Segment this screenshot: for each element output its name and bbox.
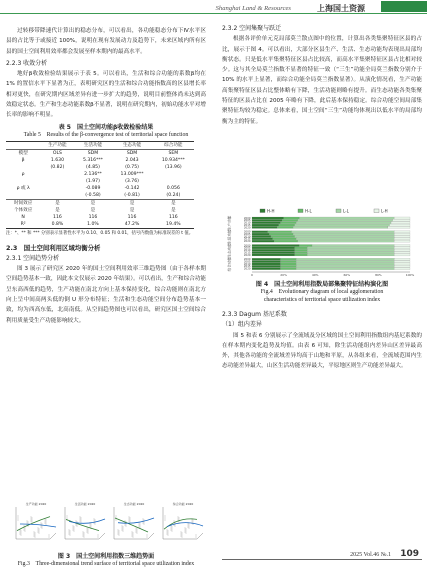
figure3-caption-en: Fig.3 Three-dimensional trend surface of territorial space utilization index [17, 561, 195, 567]
year-tick-label: 2020 [243, 253, 251, 257]
bar-segment [394, 231, 410, 233]
table-cell: 是 [90, 208, 96, 214]
figure4-caption-en-2: characteristics of territorial space utilization index [263, 296, 381, 303]
journal-title-en: Shanghai Land & Resources [215, 5, 291, 12]
bar-segment [394, 238, 410, 240]
bar-segment [394, 261, 410, 263]
table-cell: (-0.81) [124, 193, 140, 199]
bar-segment [394, 263, 410, 265]
bar-segment [394, 249, 410, 251]
table-cell: (0.82) [50, 165, 65, 171]
bar-segment [295, 224, 390, 226]
bar-segment [391, 222, 410, 224]
year-tick-label: 2020 [243, 267, 251, 271]
journal-title-cn: 上海国土资源 [317, 4, 365, 13]
trend-panel [16, 501, 56, 539]
bar-segment [394, 254, 410, 256]
table-cell [6, 192, 40, 200]
figure3-caption-cn: 图 3 国土空间利用指数三维趋势面 [57, 553, 155, 560]
bar-segment [394, 265, 410, 267]
table-row [6, 157, 194, 164]
panel-title: 生产功能 2020 [25, 502, 47, 506]
table-row [6, 185, 194, 192]
table5-group-header: 生产功能 [40, 142, 74, 150]
page-footer [0, 549, 427, 579]
x-tick-label: 60% [343, 273, 351, 278]
bar-segment [252, 217, 284, 219]
bar-segment [296, 258, 394, 260]
table-cell: 5.316*** [82, 158, 103, 164]
group-label: 生产功能 [227, 215, 232, 231]
table-cell: (-0.58) [85, 193, 101, 199]
table-cell: (0.24) [166, 193, 181, 199]
table-cell: R² [6, 221, 40, 229]
table-row [6, 200, 194, 208]
table-cell: -0.089 [85, 186, 101, 192]
table-cell: 是 [75, 200, 112, 208]
legend-label: H-L [305, 208, 312, 214]
table-cell [40, 192, 74, 200]
table-cell: 19.4% [153, 221, 194, 229]
table-cell: (13.96) [164, 165, 182, 171]
year-tick-label: 2000 [243, 244, 251, 248]
table-cell: -0.142 [124, 186, 140, 192]
bar-segment [269, 233, 293, 235]
bar-segment [298, 240, 394, 242]
bar-segment [299, 245, 312, 247]
bar-segment [389, 224, 410, 226]
trend-panel [114, 501, 154, 539]
bar-segment [280, 222, 296, 224]
table-cell [6, 178, 40, 185]
bar-segment [292, 231, 395, 233]
page-header [0, 0, 427, 21]
bar-segment [252, 245, 299, 247]
year-tick-label: 2005 [243, 246, 251, 250]
panel-axes [16, 507, 56, 539]
table5-sub-header: OLS [40, 150, 74, 158]
table-cell [153, 178, 194, 185]
group-label: 生活功能 [227, 229, 232, 244]
right-column [222, 24, 422, 127]
bar-segment [394, 240, 410, 242]
table-cell: ρ [21, 172, 25, 178]
year-tick-label: 2010 [243, 249, 251, 253]
bar-segment [296, 238, 394, 240]
table-cell: 是 [129, 208, 135, 214]
bar-segment [296, 268, 394, 270]
year-tick-label: 2000 [243, 216, 251, 220]
year-tick-label: 2010 [243, 262, 251, 266]
table-cell: 1.630 [50, 158, 64, 164]
table-row [6, 221, 194, 229]
bar-segment [280, 263, 296, 265]
table-cell: 116 [53, 215, 62, 221]
table5-note: 注：*、** 和 *** 分别表示显著性水平为 0.10、0.05 和 0.01，括号内数值为标准误差的 t 值。 [6, 231, 194, 237]
bar-segment [252, 265, 280, 267]
year-tick-label: 2020 [243, 240, 251, 243]
table5-caption-cn: 表 5 国土空间功能β收敛检验结果 [58, 123, 154, 131]
bar-segment [394, 268, 410, 270]
header-tab [381, 1, 427, 12]
trend-curve-y [118, 518, 154, 523]
figure3-trend-surfaces [6, 497, 206, 547]
bar-segment [252, 268, 280, 270]
heading-2-2-3: 2.2.3 收敛分析 [6, 59, 48, 67]
paragraph-spatial-trend: 图 3 展示了研究区 2020 年的国土空间利用效率三维趋势图（由于各样本期空间趋势基本一致，因此本文仅展示 2020 年结果）。可以看出，生产和综合功能呈东高西低的趋势，生产功能在南北方向上基本保持变化，综合功能则在南北方向上呈中间高两头低的倒 U 形分布特征；生活和生态功能空间分布趋势基本一致，均为西高东低，北高南低。从空间趋势图也可以看出，研究区国土空间综合利用质量受生产功能影响较大。 [6, 266, 206, 324]
table5 [6, 141, 194, 229]
panel-title: 生态功能 2020 [123, 502, 145, 506]
trend-panel [163, 501, 203, 539]
bar-segment [252, 219, 282, 221]
legend-swatch [298, 209, 303, 213]
bar-segment [394, 245, 410, 247]
legend-label: L-H [381, 208, 388, 214]
bar-segment [293, 226, 388, 228]
bar-segment [307, 247, 394, 249]
bar-segment [295, 254, 308, 256]
table-cell [6, 164, 40, 171]
year-tick-label: 2005 [243, 232, 251, 236]
footer-rule [222, 559, 422, 560]
panel-title: 生活功能 2020 [74, 502, 96, 506]
year-tick-label: 2015 [243, 223, 251, 227]
bar-segment [394, 258, 410, 260]
year-tick-label: 2015 [243, 237, 251, 241]
table-cell: 0.8% [40, 221, 74, 229]
year-tick-label: 2015 [243, 251, 251, 255]
bar-segment [295, 252, 308, 254]
paragraph-steady-state: 过转移带降速代计算出的稳态分布，可以看出，各功能稳态分布下Ⅳ水平区县的占比等于或接近 100%，说明在现有发展动力及趋势下，未来区域内所有区县的国土空间利用效率都会发展至样本期内的最高水平。 [6, 28, 206, 55]
table-cell [153, 171, 194, 178]
heading-2-3: 2.3 国土空间利用区域均衡分析 [6, 244, 101, 253]
bar-segment [394, 217, 410, 219]
year-tick-label: 2010 [243, 221, 251, 225]
bar-segment [252, 226, 277, 228]
x-tick-label: 80% [375, 273, 382, 278]
figure4-caption-en-1: Fig.4 Evolutionary diagram of local agglomeration [260, 289, 384, 295]
bar-segment [252, 258, 280, 260]
bar-segment [252, 233, 269, 235]
bar-segment [252, 249, 295, 251]
bar-segment [252, 222, 280, 224]
table-cell: 13.009*** [120, 172, 144, 178]
table-cell: 1.0% [75, 221, 112, 229]
legend-swatch [336, 209, 341, 213]
bar-segment [280, 261, 296, 263]
x-tick-label: 0 [251, 273, 253, 278]
paragraph-agglomeration: 根据各评价单元克局部莫兰散点图中的位置，计算出各类集聚特征区县的占比，展示于图 4。可以看出，大部分区县生产、生活、生态功能均表现出局部均衡状态。只是低水平集聚特征区县占比较高，而高水平集聚特征区县占比相对较少。这与其全局莫兰指数不显著的特征一致（“三生”功能全局莫兰指数分别介于 10% 的水平上显著，而综合功能全局莫兰指数显著）。从演化情况看，生产功能高集聚特征区县占比整体略有下降，生活功能则略有提升。而生态功能各类集聚特征的区县占比在 2005 年略有下降，此后基本保持稳定。综合功能空间局部集聚特征均较为稳定。总体来看，国土空间“三生”功能均体现出以低水平的局部均衡为主的特征。 [222, 36, 422, 125]
bar-segment [296, 261, 394, 263]
bar-segment [252, 235, 271, 237]
x-tick-label: 20% [280, 273, 287, 278]
figure4-chart [222, 207, 422, 279]
bar-segment [252, 247, 295, 249]
trend-panel [65, 501, 105, 539]
legend-label: L-L [343, 208, 349, 214]
group-label: 综合功能 [227, 256, 232, 272]
bar-segment [296, 263, 394, 265]
bar-segment [271, 235, 295, 237]
table5-body [6, 157, 194, 229]
figure4-caption-cn: 图 4 国土空间利用指数局部集聚特征结构演化图 [255, 281, 389, 288]
table-cell [40, 171, 74, 178]
table-row [6, 192, 194, 200]
table-cell: 0.056 [166, 186, 180, 192]
bar-segment [295, 235, 395, 237]
year-tick-label: 2005 [243, 219, 251, 223]
bar-segment [252, 261, 280, 263]
bar-segment [299, 217, 394, 219]
table-cell: (1.97) [86, 179, 100, 185]
table-cell: 2.043 [125, 158, 139, 164]
table5-sub-header: 模型 [6, 150, 40, 158]
bar-segment [252, 254, 295, 256]
bar-segment [393, 219, 410, 221]
bar-segment [307, 249, 394, 251]
issue-label: 2025 Vol.46 №.1 [350, 552, 391, 558]
table-cell: N [21, 215, 25, 221]
x-tick-label: 100% [405, 273, 415, 278]
bar-segment [284, 217, 300, 219]
table-cell: β [21, 158, 25, 164]
table-cell: 2.136** [84, 172, 102, 178]
bar-segment [394, 235, 410, 237]
year-tick-label: 2000 [243, 258, 251, 262]
bar-segment [296, 265, 394, 267]
group-label: 生态功能 [227, 243, 232, 258]
table-cell: 时间效应 [6, 200, 40, 208]
table-cell: 116 [168, 215, 178, 221]
bar-segment [296, 222, 391, 224]
panel-title: 综合功能 2020 [172, 502, 194, 506]
bar-segment [280, 258, 296, 260]
table-row [6, 214, 194, 221]
bar-segment [252, 231, 268, 233]
paragraph-dagum: 图 5 和表 6 分别展示了全流域及分区域的国土空间利用指数组内基尼系数的在样本期内变化趋势及均值。由表 6 可知，除生活功能组内差异山区差异最高外，其他各功能的全流域差异均高于山地和平原，从各组来看，全流域范围内生态功能差异最大，山区生活功能差异最大，平原地区则生产功能差异最大。 [222, 332, 422, 370]
table-cell: 116 [127, 215, 137, 221]
bar-segment [394, 252, 410, 254]
bar-segment [252, 263, 280, 265]
bar-segment [252, 238, 273, 240]
bar-segment [252, 224, 279, 226]
bar-segment [277, 226, 293, 228]
table5-group-header: 生态功能 [111, 142, 152, 150]
left-column [6, 26, 206, 326]
table-cell: (4.85) [86, 165, 100, 171]
page-number: 109 [400, 549, 419, 559]
bar-segment [252, 252, 295, 254]
bar-segment [293, 233, 394, 235]
table-cell: 是 [55, 208, 60, 214]
bar-segment [394, 247, 410, 249]
table-cell: 是 [111, 200, 152, 208]
figure4 [222, 207, 422, 279]
heading-2-3-1: 2.3.1 空间趋势分析 [6, 254, 60, 262]
table5-sub-header: SDM [75, 150, 112, 158]
bar-segment [280, 265, 296, 267]
bar-segment [274, 240, 298, 242]
table-cell [40, 178, 74, 185]
table-cell: 47.2% [111, 221, 152, 229]
heading-2-3-3: 2.3.3 Dagum 基尼系数 [222, 311, 287, 318]
table-cell: 是 [153, 200, 194, 208]
table-cell: 116 [88, 215, 98, 221]
table-cell: (3.76) [125, 179, 139, 185]
bar-segment [307, 254, 394, 256]
table-cell: 是 [40, 200, 74, 208]
paragraph-convergence: 地好β收敛检验结果展示于表 5。可以看出，生活和综合功能的系数β均在 1% 的置信水平下显著为正，表明研究区的生活和综合功能指数高的区县增长率相对更快，在研究期内区域差异有进一步扩大的趋势，说明目前整体尚未达到高效稳定状态。生产和生态功能系数β不显著，说明在研究期内，初始功能水平对增长率的影响不明显。 [6, 71, 206, 119]
year-tick-label: 2000 [243, 230, 251, 234]
year-tick-label: 2015 [243, 265, 251, 269]
table-cell: 是 [171, 208, 176, 214]
right-column-lower [222, 280, 422, 372]
legend-label: H-H [267, 208, 275, 214]
table-cell [40, 185, 74, 192]
table5-sub-header: SDM [111, 150, 152, 158]
table5-sub-header: SEM [153, 150, 194, 158]
table5-group-header: 综合功能 [153, 142, 194, 150]
year-tick-label: 2010 [243, 235, 251, 239]
table-cell: (0.75) [125, 165, 139, 171]
bar-segment [295, 249, 308, 251]
table-cell: 10.934*** [161, 158, 185, 164]
table-cell: 个体效应 [13, 208, 33, 214]
bar-segment [279, 224, 295, 226]
bar-segment [388, 226, 410, 228]
table-row [6, 207, 194, 214]
x-tick-label: 40% [311, 273, 319, 278]
legend-swatch [374, 209, 379, 213]
table-row [6, 171, 194, 178]
heading-within-group: （1）组内差异 [222, 321, 262, 329]
trend-curve-y [69, 519, 105, 523]
table5-caption-en: Table 5 Results of the β-convergence test of territorial space function [23, 131, 189, 138]
year-tick-label: 2020 [243, 226, 251, 230]
table5-corner [6, 142, 40, 150]
bar-segment [282, 219, 298, 221]
heading-2-3-2: 2.3.2 空间集聚与跃迁 [222, 25, 282, 32]
year-tick-label: 2005 [243, 260, 251, 264]
bar-segment [273, 238, 297, 240]
bar-segment [298, 219, 393, 221]
bar-segment [312, 245, 394, 247]
bar-segment [295, 247, 308, 249]
bar-segment [252, 240, 274, 242]
bar-segment [307, 252, 394, 254]
table-row [6, 178, 194, 185]
bar-segment [268, 231, 292, 233]
bar-segment [394, 233, 410, 235]
bar-segment [280, 268, 296, 270]
table5-group-header: 生活功能 [75, 142, 112, 150]
table-row [6, 164, 194, 171]
legend-swatch [260, 209, 265, 213]
table-cell: ρ 或 λ [16, 186, 30, 192]
